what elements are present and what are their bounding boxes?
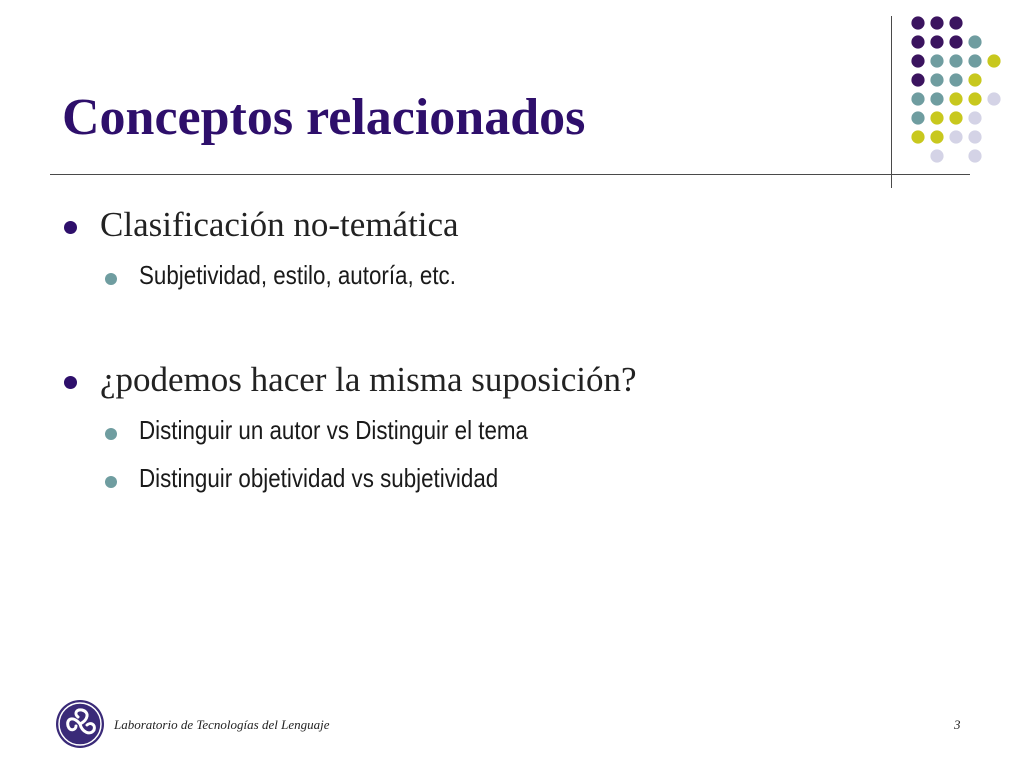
decorative-dot — [930, 92, 943, 105]
decorative-dot — [968, 73, 981, 86]
bullet-dot — [64, 376, 77, 389]
decorative-dot — [968, 111, 981, 124]
decorative-dot — [949, 16, 962, 29]
bullet-item: ¿podemos hacer la misma suposición? — [100, 360, 637, 399]
decorative-dot — [968, 35, 981, 48]
bullet-dot — [64, 221, 77, 234]
decorative-dot — [949, 73, 962, 86]
decorative-dot — [949, 92, 962, 105]
bullet-item: Clasificación no-temática — [100, 205, 459, 244]
decorative-dot — [911, 54, 924, 67]
decorative-dot — [930, 149, 943, 162]
decorative-dot — [987, 92, 1000, 105]
decorative-dot — [968, 92, 981, 105]
decorative-dot — [930, 16, 943, 29]
footer-lab-name: Laboratorio de Tecnologías del Lenguaje — [114, 717, 330, 732]
vertical-divider — [891, 16, 892, 188]
decorative-dot — [911, 35, 924, 48]
decorative-dot — [911, 111, 924, 124]
sub-bullet-item: Distinguir un autor vs Distinguir el tema — [139, 415, 528, 445]
decorative-dot — [949, 54, 962, 67]
sub-bullet-item: Subjetividad, estilo, autoría, etc. — [139, 260, 456, 290]
slide-title: Conceptos relacionados — [62, 89, 586, 146]
decorative-dot — [949, 111, 962, 124]
decorative-dot — [930, 130, 943, 143]
sub-bullet-item: Distinguir objetividad vs subjetividad — [139, 463, 499, 493]
decorative-dot — [987, 54, 1000, 67]
decorative-dot — [968, 130, 981, 143]
sub-bullet-dot — [105, 273, 117, 285]
title-underline — [50, 174, 970, 175]
decorative-dot — [930, 111, 943, 124]
decorative-dot — [968, 54, 981, 67]
decorative-dot — [949, 130, 962, 143]
triskele-logo-icon — [54, 698, 106, 750]
decorative-dot — [949, 35, 962, 48]
decorative-dot — [911, 130, 924, 143]
sub-bullet-dot — [105, 476, 117, 488]
decorative-dot — [930, 54, 943, 67]
decorative-dot — [968, 149, 981, 162]
decorative-dot — [911, 16, 924, 29]
page-number: 3 — [954, 717, 961, 732]
decorative-dot — [911, 73, 924, 86]
decorative-dot — [911, 92, 924, 105]
decorative-dot — [930, 73, 943, 86]
decorative-dot — [930, 35, 943, 48]
sub-bullet-dot — [105, 428, 117, 440]
